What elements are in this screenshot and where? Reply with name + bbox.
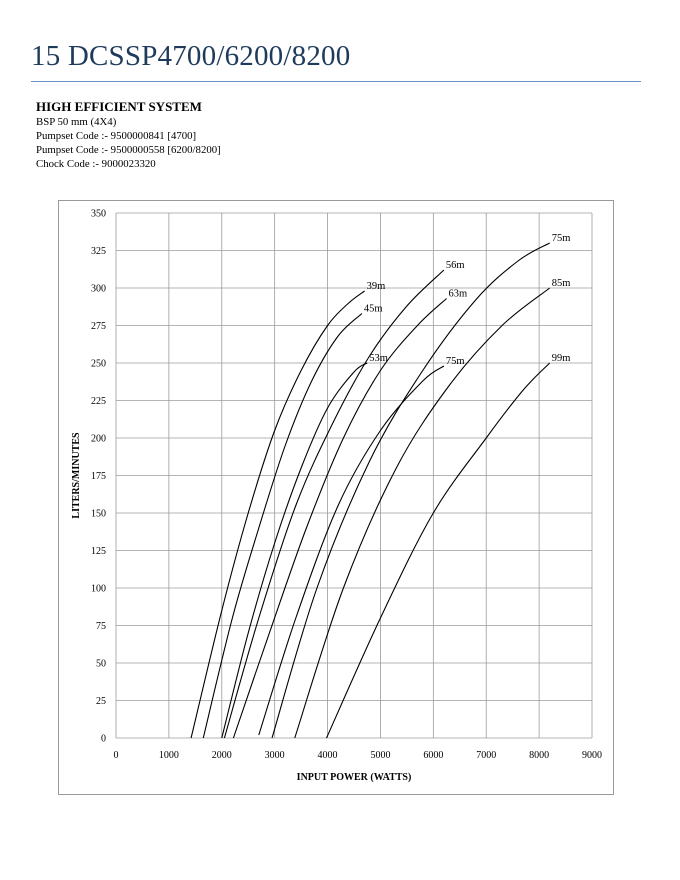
y-tick-label: 200	[91, 433, 106, 445]
y-tick-label: 100	[91, 583, 106, 595]
series-line	[272, 243, 550, 738]
y-tick-label: 325	[91, 246, 106, 257]
x-tick-label: 9000	[582, 750, 602, 761]
x-tick-label: 1000	[158, 750, 179, 761]
y-tick-label: 350	[91, 208, 106, 220]
series-label: 75m	[551, 233, 571, 244]
y-tick-label: 175	[91, 471, 106, 482]
series-label: 63m	[448, 288, 468, 300]
x-axis-title: INPUT POWER (WATTS)	[296, 772, 412, 783]
info-line: BSP 50 mm (4X4)	[36, 116, 117, 128]
x-tick-label: 2000	[211, 750, 232, 761]
y-tick-label: 250	[91, 358, 106, 370]
x-tick-label: 7000	[476, 750, 497, 761]
series-line	[233, 299, 446, 739]
info-line: Pumpset Code :- 9500000558 [6200/8200]	[36, 144, 221, 156]
system-heading: HIGH EFFICIENT SYSTEM	[36, 99, 202, 114]
series-line	[203, 314, 362, 739]
y-tick-label: 25	[96, 696, 106, 707]
y-tick-label: 150	[91, 508, 106, 520]
y-axis-title: LITERS/MINUTES	[71, 432, 82, 519]
y-tick-label: 275	[91, 321, 106, 332]
x-tick-label: 8000	[529, 750, 550, 761]
series-label: 85m	[551, 278, 571, 289]
y-tick-label: 50	[96, 658, 106, 670]
series-label: 99m	[551, 353, 571, 364]
series-line	[191, 291, 364, 738]
x-tick-label: 5000	[370, 750, 391, 761]
tick-labels	[91, 209, 602, 762]
series-label: 75m	[445, 356, 465, 367]
info-line: Pumpset Code :- 9500000841 [4700]	[36, 130, 197, 142]
page-title: 15 DCSSP4700/6200/8200	[31, 40, 351, 72]
info-line: Chock Code :- 9000023320	[36, 158, 156, 170]
series-label: 45m	[363, 303, 383, 315]
x-tick-label: 6000	[423, 750, 444, 761]
x-tick-label: 4000	[317, 750, 338, 761]
x-tick-label: 3000	[264, 750, 285, 761]
series-label: 39m	[366, 281, 386, 292]
y-tick-label: 300	[91, 283, 106, 295]
series-label: 53m	[369, 353, 388, 364]
y-tick-label: 75	[96, 621, 106, 632]
series-label: 56m	[445, 260, 465, 271]
y-tick-label: 125	[91, 546, 106, 557]
x-tick-label: 0	[113, 750, 119, 761]
y-tick-label: 0	[101, 733, 106, 745]
y-tick-label: 225	[91, 396, 106, 407]
grid-lines	[116, 213, 592, 738]
